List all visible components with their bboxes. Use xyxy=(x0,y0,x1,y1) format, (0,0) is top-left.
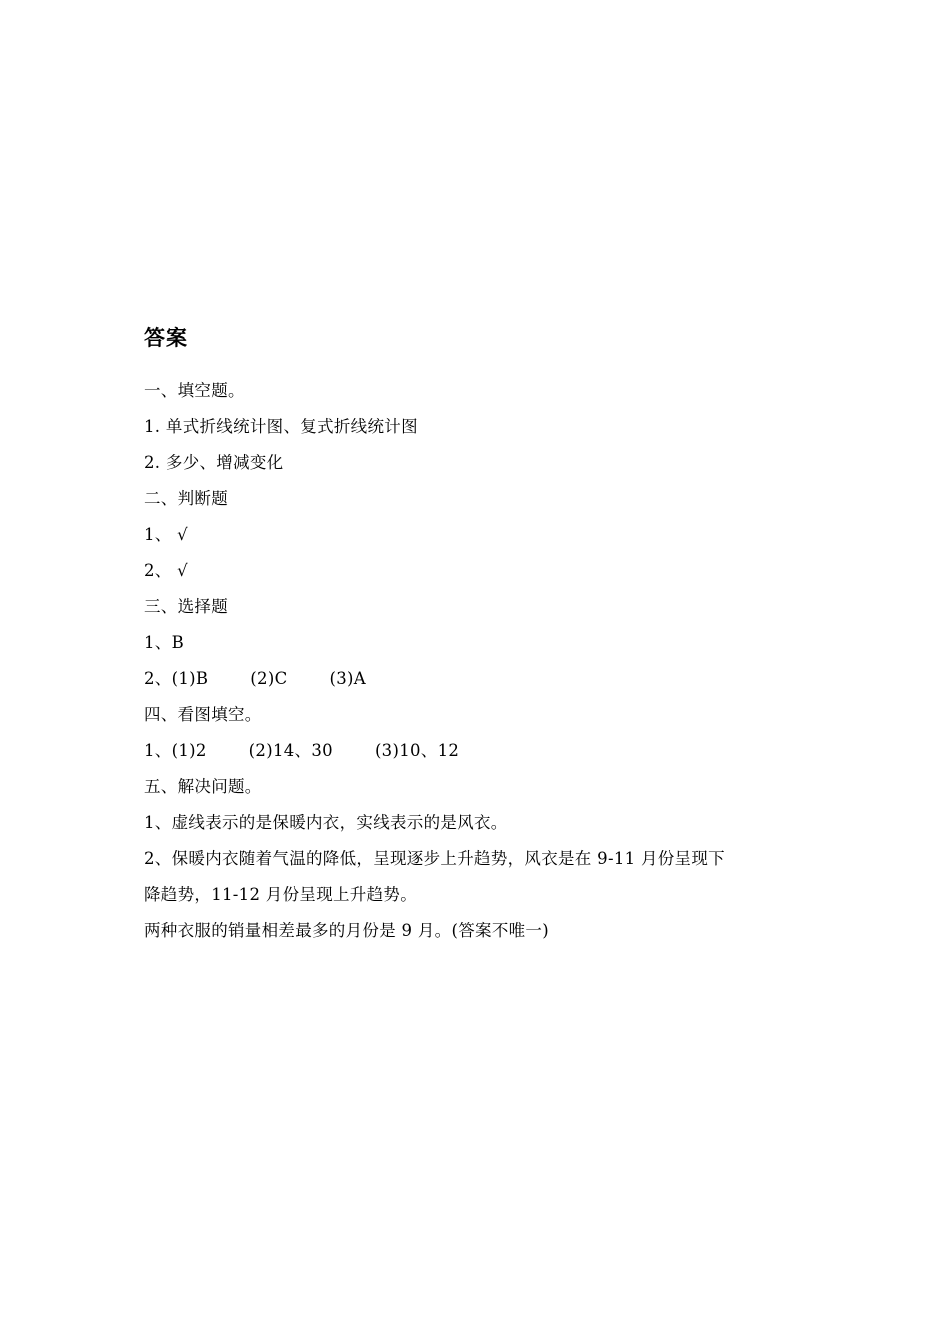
answer-line: 降趋势，11-12 月份呈现上升趋势。 xyxy=(144,885,418,904)
page-title: 答案 xyxy=(144,326,188,350)
section-heading-problem-solving: 五、解决问题。 xyxy=(144,777,262,796)
section-heading-fill-blank: 一、填空题。 xyxy=(144,381,245,400)
answer-line: 2. 多少、增减变化 xyxy=(144,453,284,472)
answer-part: 2、(1)B xyxy=(144,669,209,688)
section-heading-multiple-choice: 三、选择题 xyxy=(144,597,228,616)
section-heading-true-false: 二、判断题 xyxy=(144,489,228,508)
answer-line: 1. 单式折线统计图、复式折线统计图 xyxy=(144,417,418,436)
answer-line: 1、虚线表示的是保暖内衣，实线表示的是风衣。 xyxy=(144,813,508,832)
answer-line: 2、保暖内衣随着气温的降低，呈现逐步上升趋势，风衣是在 9-11 月份呈现下 xyxy=(144,849,725,868)
answer-line xyxy=(144,733,814,769)
answer-body xyxy=(144,373,814,949)
answer-line xyxy=(144,661,814,697)
section-heading-read-chart: 四、看图填空。 xyxy=(144,705,262,724)
answer-line: 两种衣服的销量相差最多的月份是 9 月。(答案不唯一) xyxy=(144,921,549,940)
answer-line: 2、 √ xyxy=(144,561,188,580)
answer-part: (2)C xyxy=(250,669,288,688)
answer-part: (3)10、12 xyxy=(374,741,460,760)
answer-part: (3)A xyxy=(329,669,366,688)
answer-line: 1、 √ xyxy=(144,525,188,544)
answer-part: (2)14、30 xyxy=(248,741,333,760)
answer-part: 1、(1)2 xyxy=(144,741,207,760)
answer-line: 1、B xyxy=(144,633,185,652)
